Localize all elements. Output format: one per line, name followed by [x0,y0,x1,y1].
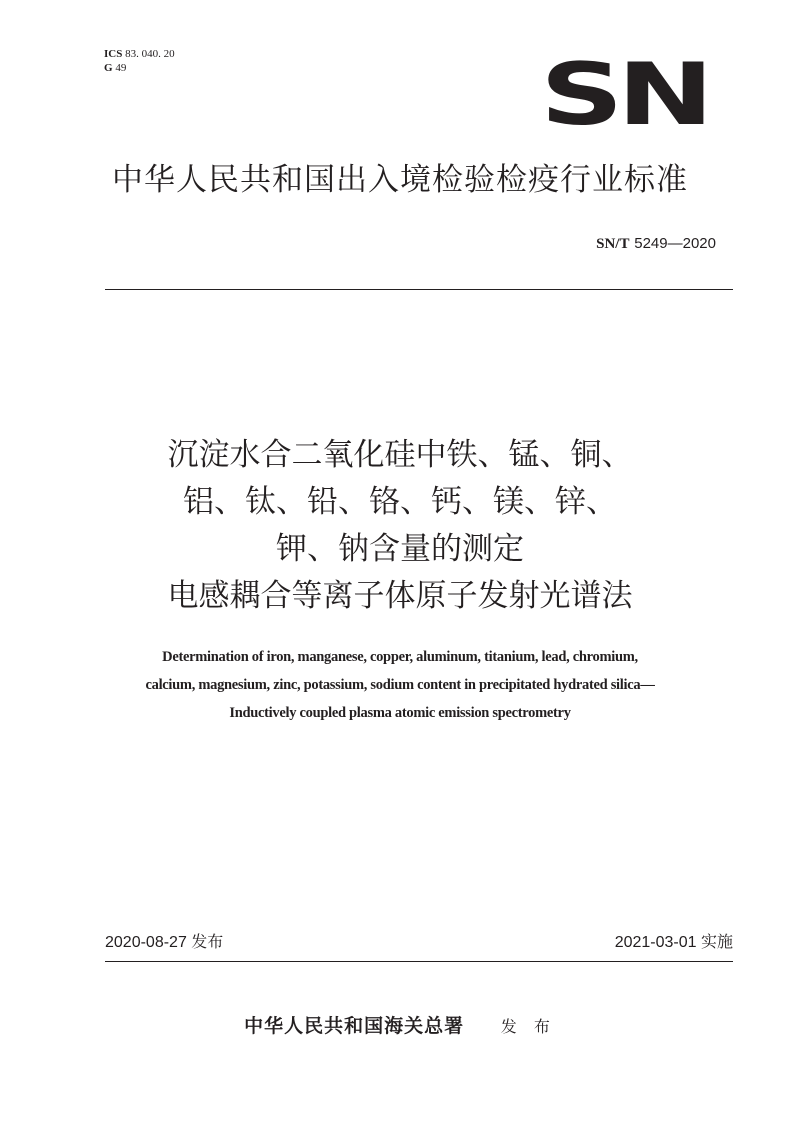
sn-logo: SN [540,45,708,145]
standard-number [596,233,716,254]
chinese-title-line: 沉淀水合二氧化硅中铁、锰、铜、 [167,437,633,473]
chinese-title-line: 电感耦合等离子体原子发射光谱法 [167,578,633,614]
english-title-line: Determination of iron, manganese, copper, aluminum, titanium, lead, chromium, [162,649,638,665]
ccs-code [104,61,175,75]
ics-code [104,47,175,61]
english-title [0,643,800,727]
english-title-line: calcium, magnesium, zinc, potassium, sodium content in precipitated hydrated silica— [145,677,655,693]
bottom-divider [105,961,733,962]
chinese-title [0,432,800,620]
chinese-title-line: 钾、钠含量的测定 [276,531,524,567]
issue-date: 2020-08-27 发布 [105,934,224,951]
publisher [0,1011,800,1042]
standard-number-value: 5249—2020 [634,235,716,252]
english-title-line: Inductively coupled plasma atomic emission spectrometry [229,705,571,721]
top-divider [105,289,733,290]
standard-category: 中华人民共和国出入境检验检疫行业标准 [112,162,688,198]
ics-value: 83. 040. 20 [125,48,175,60]
ccs-label: G [104,62,113,74]
issuing-authority: 中华人民共和国海关总署 [244,1015,465,1037]
standard-prefix: SN/T [596,236,630,252]
ics-label: ICS [104,48,123,60]
classification-codes [104,47,175,75]
publish-label: 发 布 [500,1017,556,1036]
ccs-value: 49 [115,62,127,74]
implementation-date: 2021-03-01 实施 [614,934,733,951]
chinese-title-line: 铝、钛、铅、铬、钙、镁、锌、 [183,484,617,520]
